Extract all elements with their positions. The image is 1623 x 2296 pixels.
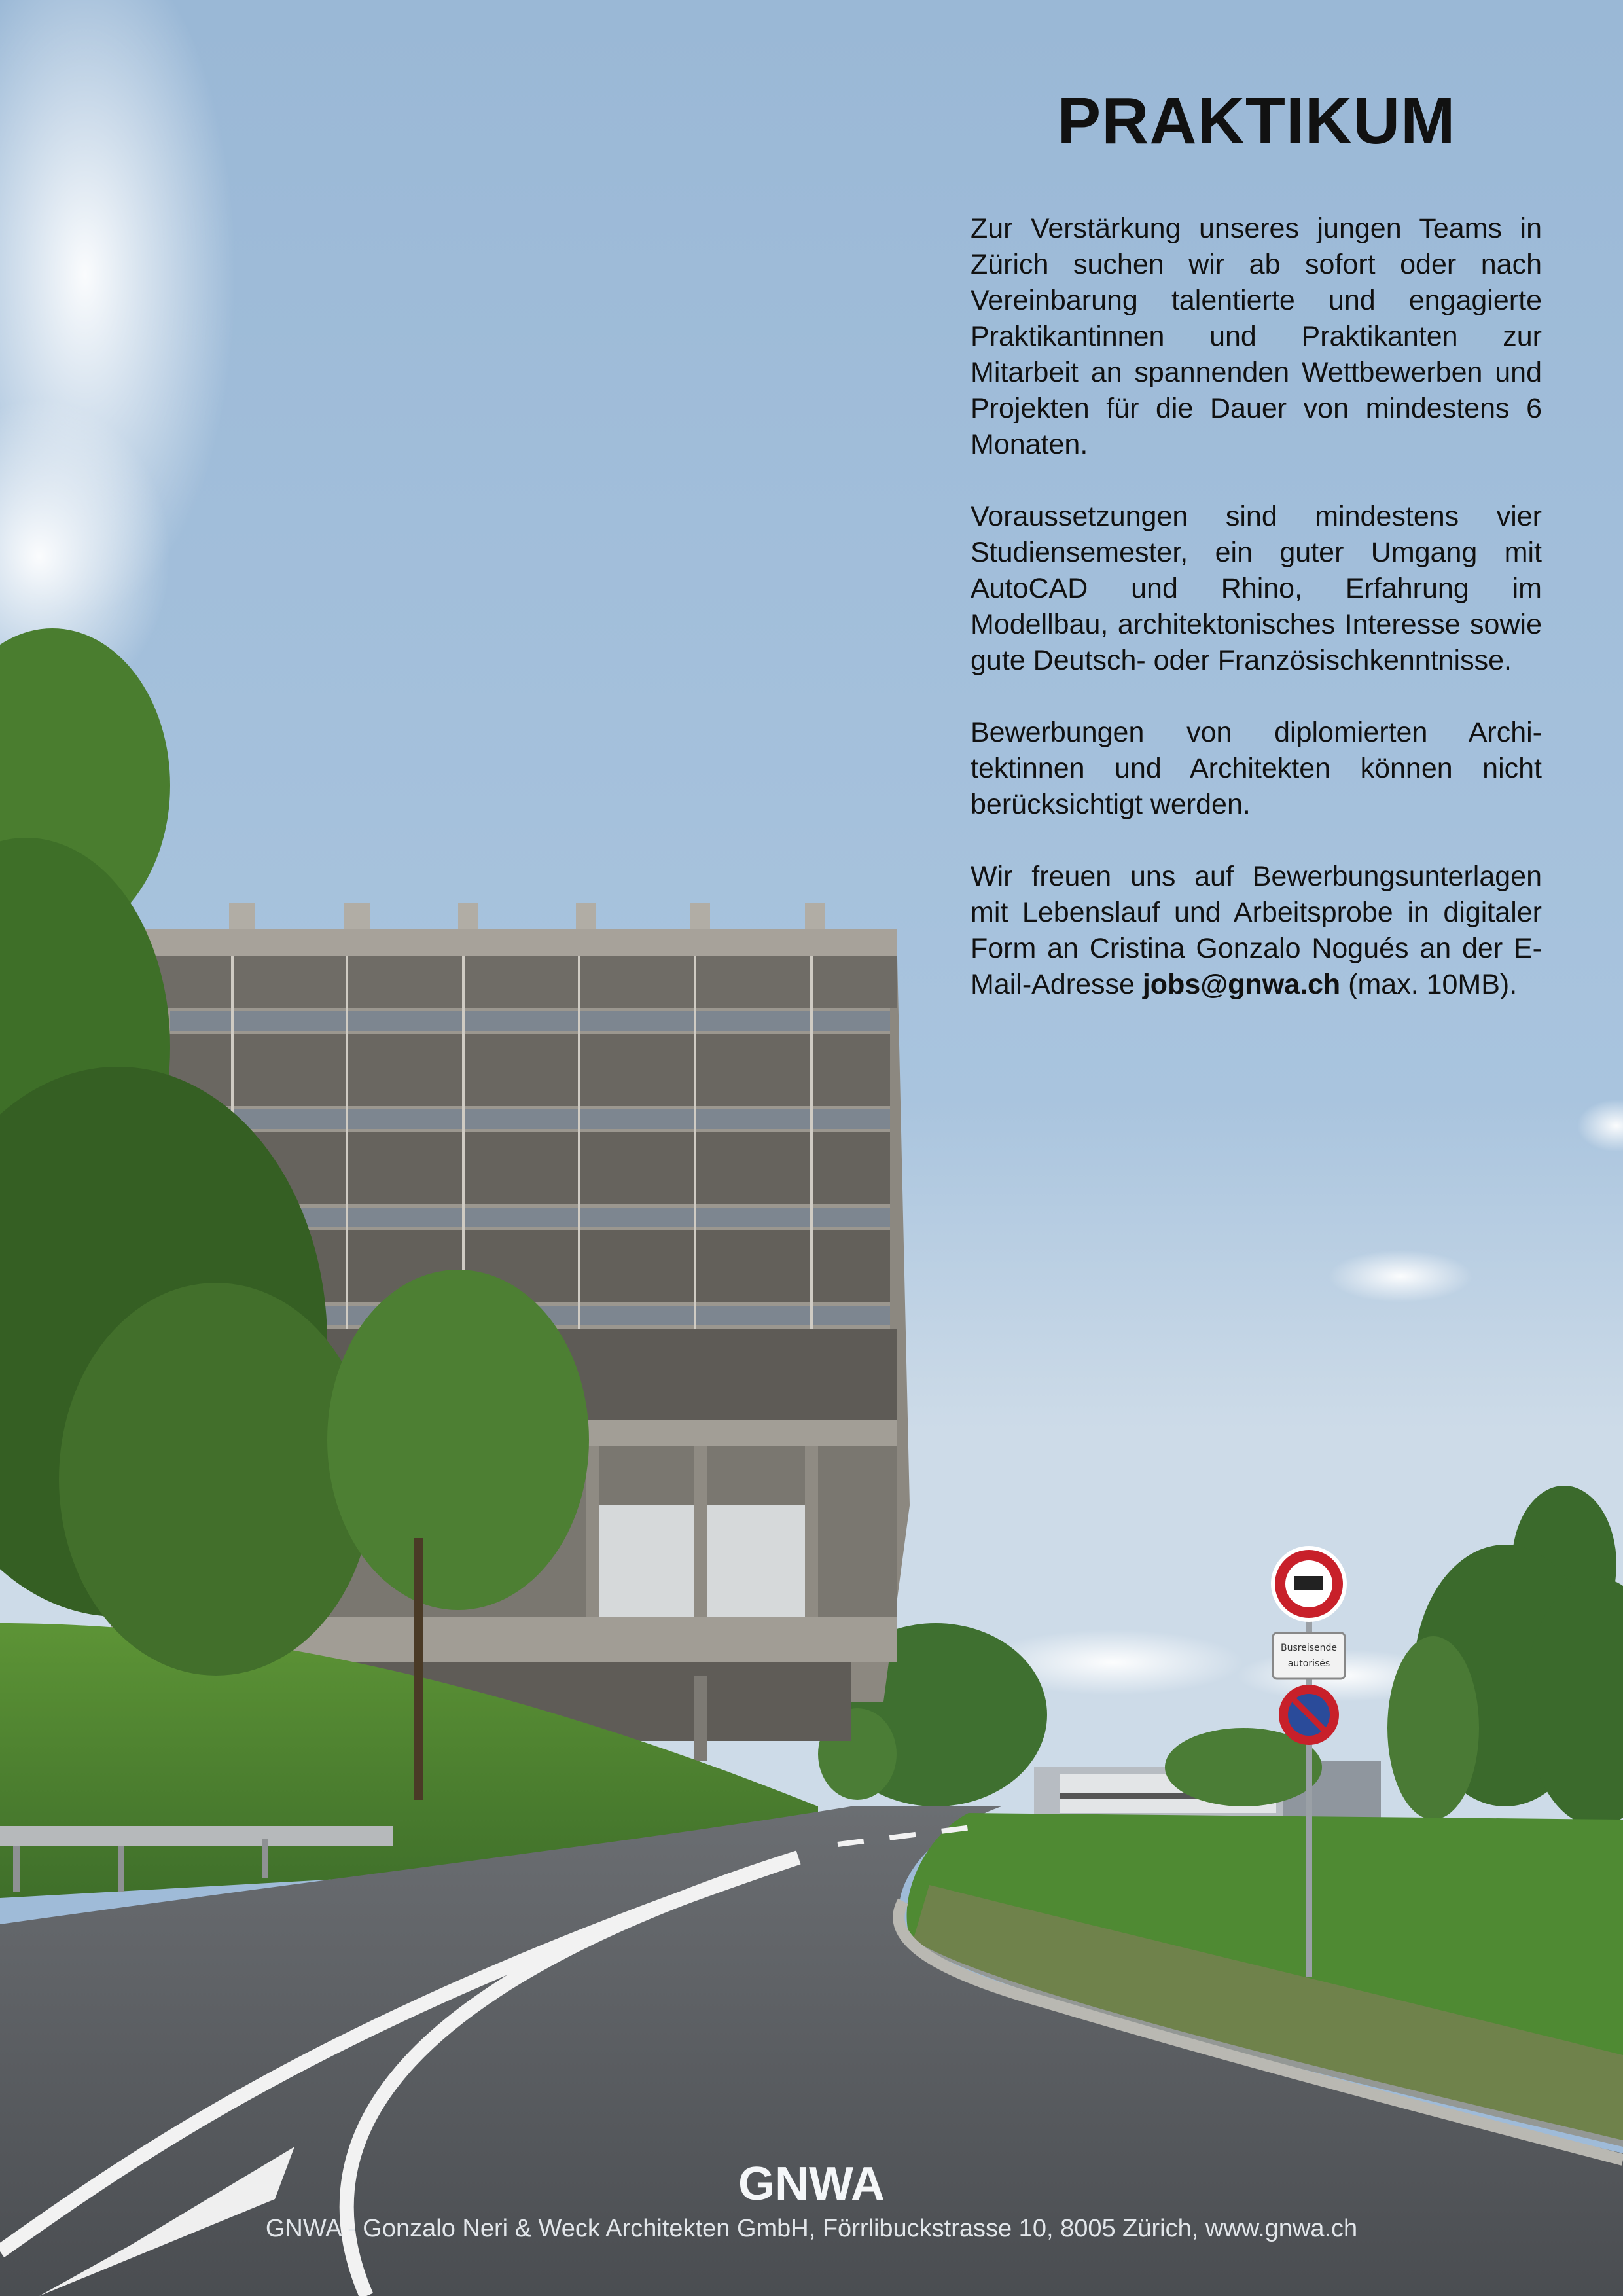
paragraph-application xyxy=(971,859,1542,1003)
brand-logo-text: GNWA xyxy=(738,2158,885,2210)
paragraph-team: Zur Verstärkung unseres jungen Teams in Zürich suchen wir ab sofort oder nach Vereinbarung talentierte und engagierte Praktikantinnen und Praktikanten zur Mitarbeit an spannenden Wettbewerben und Projekten für die Dauer von mindestens 6 Monaten. xyxy=(971,213,1542,460)
application-text: Wir freuen uns auf Bewerbungsunterlagen mit Lebenslauf und Arbeitsprobe in digitaler Form an Cristina Gonzalo Nogués an der E-Mail-Adresse xyxy=(971,861,1542,1000)
email-link[interactable]: jobs@gnwa.ch xyxy=(1142,969,1341,1000)
job-description xyxy=(971,211,1542,1039)
sign-text-1: Busreisende xyxy=(1280,1643,1338,1653)
paragraph-requirements: Voraussetzungen sind mindestens vier Studiensemester, ein guter Umgang mit AutoCAD und Rhino, Erfahrung im Modellbau, architektonisches Interesse sowie gute Deutsch- oder Französischkenntnisse. xyxy=(971,501,1542,676)
company-address: GNWA - Gonzalo Neri & Weck Architekten GmbH, Förrlibuckstrasse 10, 8005 Zürich, www.gnwa.ch xyxy=(265,2215,1358,2242)
file-size-limit: (max. 10MB). xyxy=(1348,969,1518,1000)
sign-text-2: autorisés xyxy=(1287,1659,1330,1669)
paragraph-graduates: Bewerbungen von diplomierten Architektinnen und Architekten können nicht berücksichtigt werden. xyxy=(971,717,1542,820)
poster-title: PRAKTIKUM xyxy=(1057,84,1456,158)
